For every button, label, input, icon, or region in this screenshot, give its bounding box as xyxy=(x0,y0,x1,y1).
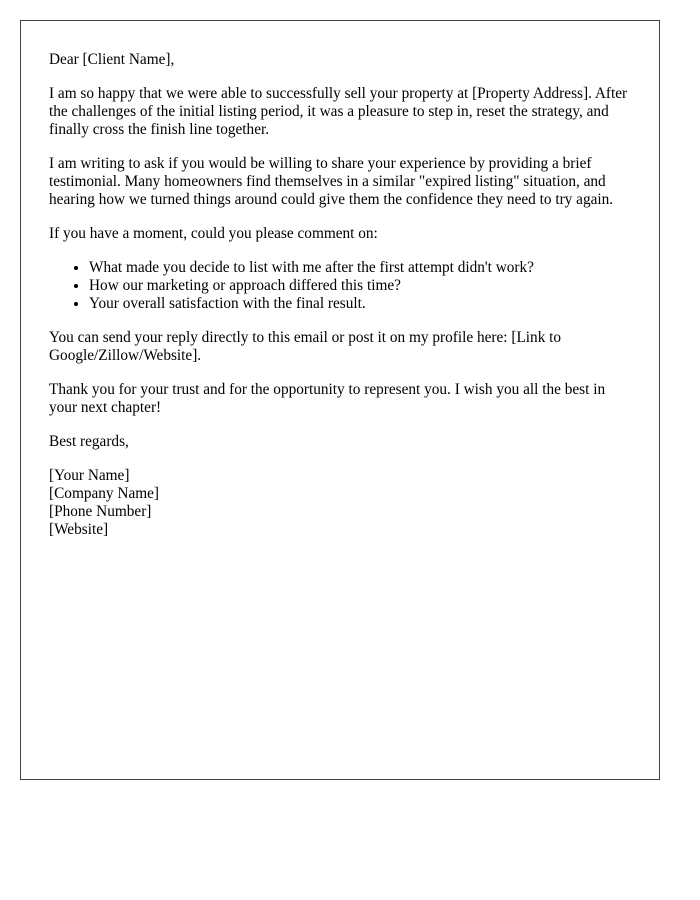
letter-paragraph-reply: You can send your reply directly to this email or post it on my profile here: [Link to Google/Zillow/Website]. xyxy=(49,329,562,364)
letter-paragraph-thanks: Thank you for your trust and for the opportunity to represent you. I wish you all the best in your next chapter! xyxy=(49,381,606,416)
signature-phone: [Phone Number] xyxy=(49,503,152,520)
signature-website: [Website] xyxy=(49,521,109,538)
letter-document xyxy=(20,20,660,780)
list-item: • Your overall satisfaction with the final result. xyxy=(89,295,632,313)
list-item: • How our marketing or approach differed this time? xyxy=(89,277,632,295)
signature-name: [Your Name] xyxy=(49,467,130,484)
letter-greeting: Dear [Client Name], xyxy=(49,51,175,68)
letter-paragraph-prompt: If you have a moment, could you please comment on: xyxy=(49,225,378,242)
letter-closing: Best regards, xyxy=(49,433,129,450)
list-item: • What made you decide to list with me after the first attempt didn't work? xyxy=(89,259,632,277)
letter-paragraph-request: I am writing to ask if you would be willing to share your experience by providing a brief testimonial. Many homeowners find themselves in a similar "expired listing" situation, and hearing how we turned things around could give them the confidence they need to try again. xyxy=(49,155,614,208)
signature-block xyxy=(49,467,632,539)
question-list xyxy=(49,259,632,313)
letter-paragraph-intro: I am so happy that we were able to successfully sell your property at [Property Address]. After the challenges of the initial listing period, it was a pleasure to step in, reset the strategy, and finally cross the finish line together. xyxy=(49,85,628,138)
signature-company: [Company Name] xyxy=(49,485,160,502)
